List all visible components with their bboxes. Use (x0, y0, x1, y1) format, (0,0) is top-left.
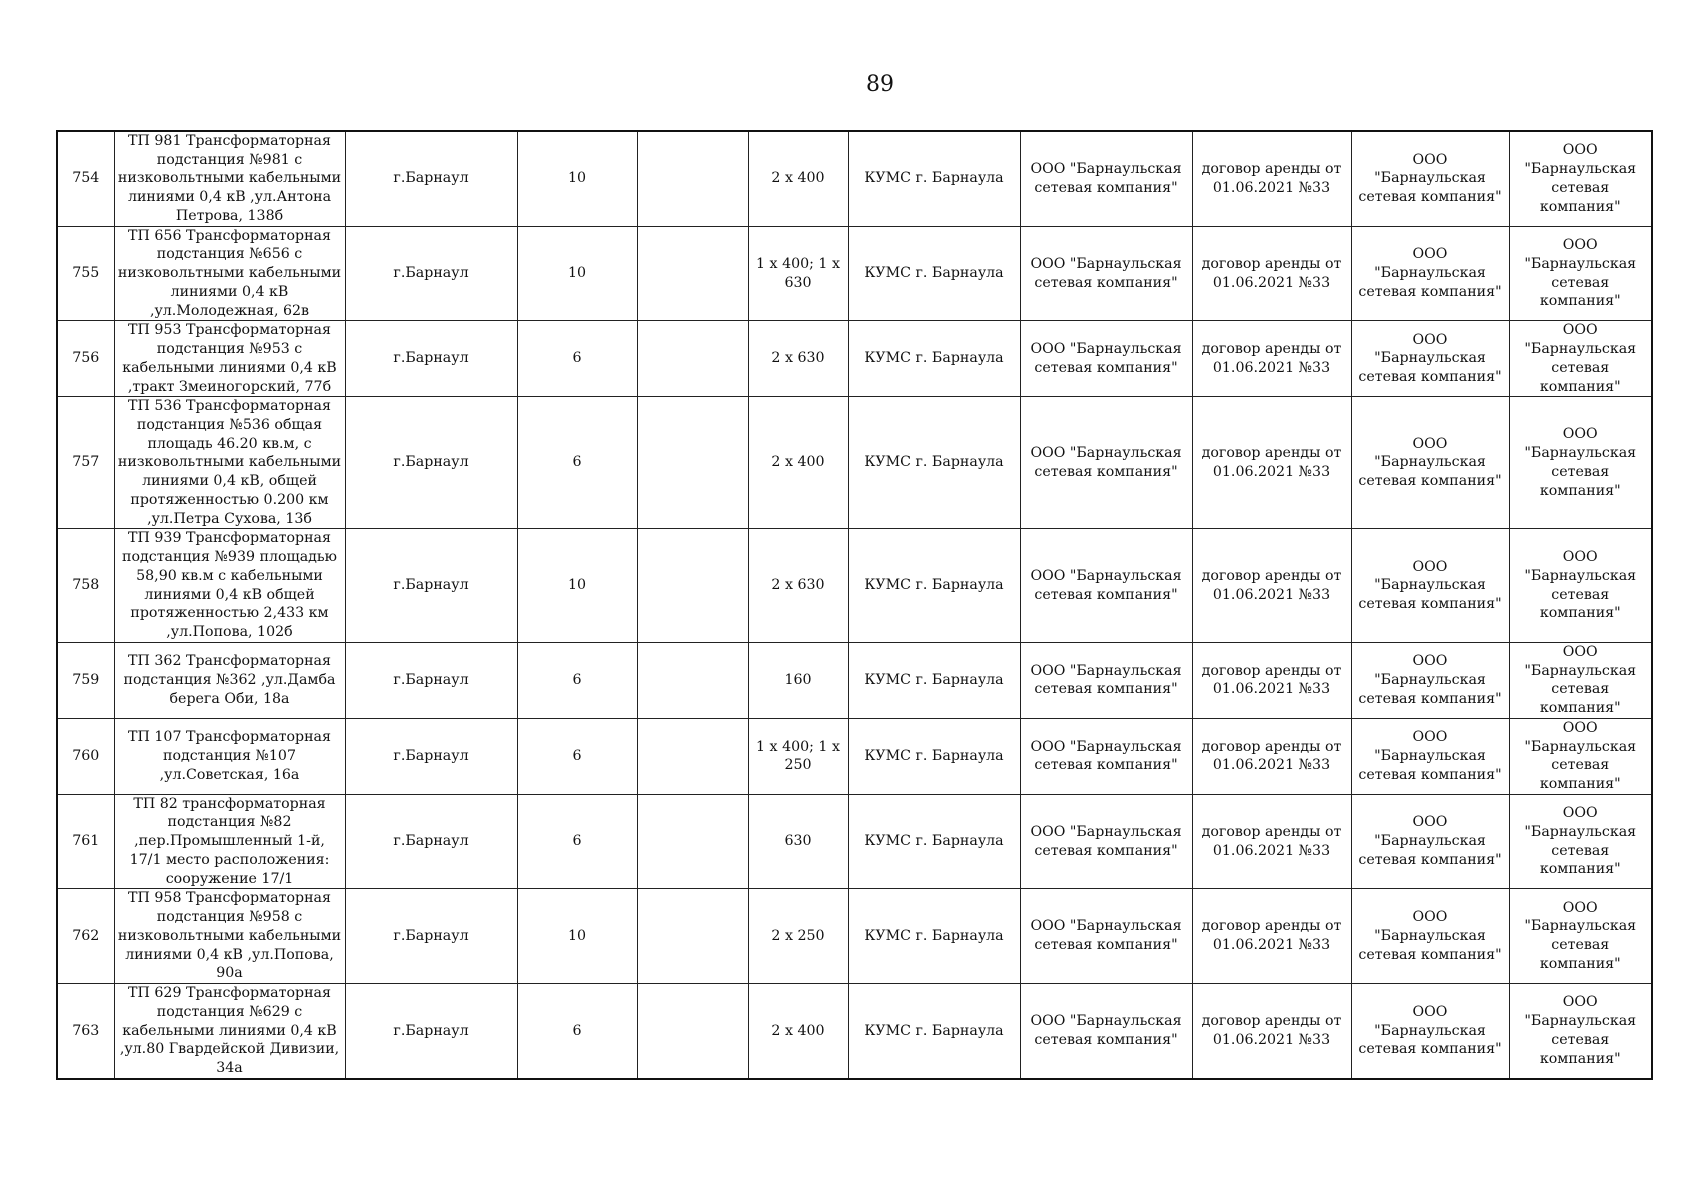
row-number-cell: 760 (57, 718, 114, 794)
city-cell: г.Барнаул (345, 984, 517, 1079)
organization-cell: ООО "Барнаульская сетевая компания" (1509, 321, 1652, 397)
row-number-cell: 761 (57, 794, 114, 889)
power-cell: 1 x 400; 1 x 630 (748, 226, 848, 321)
contract-cell: договор аренды от 01.06.2021 №33 (1192, 397, 1351, 529)
holder-cell: ООО "Барнаульская сетевая компания" (1020, 131, 1192, 226)
operator-cell: ООО "Барнаульская сетевая компания" (1351, 529, 1509, 642)
power-cell: 1 x 400; 1 x 250 (748, 718, 848, 794)
power-cell: 2 x 400 (748, 131, 848, 226)
table-row (57, 718, 1652, 794)
contract-cell: договор аренды от 01.06.2021 №33 (1192, 321, 1351, 397)
organization-cell: ООО "Барнаульская сетевая компания" (1509, 889, 1652, 984)
organization-cell: ООО "Барнаульская сетевая компания" (1509, 529, 1652, 642)
empty-cell (637, 794, 748, 889)
contract-cell: договор аренды от 01.06.2021 №33 (1192, 984, 1351, 1079)
operator-cell: ООО "Барнаульская сетевая компания" (1351, 718, 1509, 794)
holder-cell: ООО "Барнаульская сетевая компания" (1020, 642, 1192, 718)
holder-cell: ООО "Барнаульская сетевая компания" (1020, 397, 1192, 529)
row-number-cell: 763 (57, 984, 114, 1079)
row-number-cell: 757 (57, 397, 114, 529)
operator-cell: ООО "Барнаульская сетевая компания" (1351, 642, 1509, 718)
organization-cell: ООО "Барнаульская сетевая компания" (1509, 397, 1652, 529)
owner-cell: КУМС г. Барнаула (848, 984, 1020, 1079)
row-number-cell: 755 (57, 226, 114, 321)
empty-cell (637, 321, 748, 397)
object-name-cell: ТП 629 Трансформаторная подстанция №629 с кабельными линиями 0,4 кВ ,ул.80 Гвардейской Дивизии, 34а (114, 984, 345, 1079)
holder-cell: ООО "Барнаульская сетевая компания" (1020, 984, 1192, 1079)
owner-cell: КУМС г. Барнаула (848, 321, 1020, 397)
object-name-cell: ТП 536 Трансформаторная подстанция №536 общая площадь 46.20 кв.м, с низковольтными кабельными линиями 0,4 кВ, общей протяженностью 0.200 км ,ул.Петра Сухова, 13б (114, 397, 345, 529)
owner-cell: КУМС г. Барнаула (848, 529, 1020, 642)
voltage-cell: 10 (517, 529, 637, 642)
contract-cell: договор аренды от 01.06.2021 №33 (1192, 642, 1351, 718)
empty-cell (637, 984, 748, 1079)
voltage-cell: 6 (517, 321, 637, 397)
voltage-cell: 10 (517, 226, 637, 321)
city-cell: г.Барнаул (345, 397, 517, 529)
holder-cell: ООО "Барнаульская сетевая компания" (1020, 529, 1192, 642)
organization-cell: ООО "Барнаульская сетевая компания" (1509, 794, 1652, 889)
power-cell: 2 x 250 (748, 889, 848, 984)
voltage-cell: 6 (517, 642, 637, 718)
voltage-cell: 10 (517, 131, 637, 226)
operator-cell: ООО "Барнаульская сетевая компания" (1351, 794, 1509, 889)
holder-cell: ООО "Барнаульская сетевая компания" (1020, 889, 1192, 984)
city-cell: г.Барнаул (345, 131, 517, 226)
page-number: 89 (866, 72, 894, 97)
table-row (57, 984, 1652, 1079)
power-cell: 2 x 400 (748, 984, 848, 1079)
row-number-cell: 758 (57, 529, 114, 642)
owner-cell: КУМС г. Барнаула (848, 397, 1020, 529)
organization-cell: ООО "Барнаульская сетевая компания" (1509, 226, 1652, 321)
voltage-cell: 6 (517, 397, 637, 529)
table-row (57, 889, 1652, 984)
table-row (57, 397, 1652, 529)
row-number-cell: 759 (57, 642, 114, 718)
voltage-cell: 6 (517, 794, 637, 889)
operator-cell: ООО "Барнаульская сетевая компания" (1351, 321, 1509, 397)
empty-cell (637, 889, 748, 984)
empty-cell (637, 131, 748, 226)
row-number-cell: 762 (57, 889, 114, 984)
owner-cell: КУМС г. Барнаула (848, 226, 1020, 321)
empty-cell (637, 642, 748, 718)
object-name-cell: ТП 981 Трансформаторная подстанция №981 с низковольтными кабельными линиями 0,4 кВ ,ул.Антона Петрова, 138б (114, 131, 345, 226)
table-body (57, 131, 1652, 1079)
object-name-cell: ТП 958 Трансформаторная подстанция №958 с низковольтными кабельными линиями 0,4 кВ ,ул.Попова, 90а (114, 889, 345, 984)
owner-cell: КУМС г. Барнаула (848, 794, 1020, 889)
table-row (57, 794, 1652, 889)
object-name-cell: ТП 82 трансформаторная подстанция №82 ,пер.Промышленный 1-й, 17/1 место расположения: сооружение 17/1 (114, 794, 345, 889)
row-number-cell: 754 (57, 131, 114, 226)
holder-cell: ООО "Барнаульская сетевая компания" (1020, 718, 1192, 794)
empty-cell (637, 718, 748, 794)
row-number-cell: 756 (57, 321, 114, 397)
table-row (57, 642, 1652, 718)
city-cell: г.Барнаул (345, 889, 517, 984)
organization-cell: ООО "Барнаульская сетевая компания" (1509, 131, 1652, 226)
operator-cell: ООО "Барнаульская сетевая компания" (1351, 226, 1509, 321)
operator-cell: ООО "Барнаульская сетевая компания" (1351, 889, 1509, 984)
table-row (57, 226, 1652, 321)
registry-table (56, 130, 1653, 1080)
organization-cell: ООО "Барнаульская сетевая компания" (1509, 984, 1652, 1079)
owner-cell: КУМС г. Барнаула (848, 889, 1020, 984)
power-cell: 2 x 630 (748, 321, 848, 397)
table-row (57, 321, 1652, 397)
holder-cell: ООО "Барнаульская сетевая компания" (1020, 321, 1192, 397)
object-name-cell: ТП 939 Трансформаторная подстанция №939 площадью 58,90 кв.м с кабельными линиями 0,4 кВ общей протяженностью 2,433 км ,ул.Попова, 102б (114, 529, 345, 642)
city-cell: г.Барнаул (345, 321, 517, 397)
empty-cell (637, 226, 748, 321)
city-cell: г.Барнаул (345, 794, 517, 889)
voltage-cell: 10 (517, 889, 637, 984)
city-cell: г.Барнаул (345, 642, 517, 718)
organization-cell: ООО "Барнаульская сетевая компания" (1509, 642, 1652, 718)
object-name-cell: ТП 656 Трансформаторная подстанция №656 с низковольтными кабельными линиями 0,4 кВ ,ул.Молодежная, 62в (114, 226, 345, 321)
contract-cell: договор аренды от 01.06.2021 №33 (1192, 718, 1351, 794)
organization-cell: ООО "Барнаульская сетевая компания" (1509, 718, 1652, 794)
operator-cell: ООО "Барнаульская сетевая компания" (1351, 397, 1509, 529)
voltage-cell: 6 (517, 718, 637, 794)
empty-cell (637, 397, 748, 529)
contract-cell: договор аренды от 01.06.2021 №33 (1192, 226, 1351, 321)
owner-cell: КУМС г. Барнаула (848, 642, 1020, 718)
power-cell: 2 x 630 (748, 529, 848, 642)
power-cell: 630 (748, 794, 848, 889)
table-row (57, 131, 1652, 226)
holder-cell: ООО "Барнаульская сетевая компания" (1020, 226, 1192, 321)
owner-cell: КУМС г. Барнаула (848, 718, 1020, 794)
object-name-cell: ТП 107 Трансформаторная подстанция №107 ,ул.Советская, 16а (114, 718, 345, 794)
owner-cell: КУМС г. Барнаула (848, 131, 1020, 226)
contract-cell: договор аренды от 01.06.2021 №33 (1192, 131, 1351, 226)
contract-cell: договор аренды от 01.06.2021 №33 (1192, 529, 1351, 642)
voltage-cell: 6 (517, 984, 637, 1079)
empty-cell (637, 529, 748, 642)
power-cell: 160 (748, 642, 848, 718)
operator-cell: ООО "Барнаульская сетевая компания" (1351, 984, 1509, 1079)
table-row (57, 529, 1652, 642)
holder-cell: ООО "Барнаульская сетевая компания" (1020, 794, 1192, 889)
object-name-cell: ТП 362 Трансформаторная подстанция №362 ,ул.Дамба берега Оби, 18а (114, 642, 345, 718)
city-cell: г.Барнаул (345, 226, 517, 321)
operator-cell: ООО "Барнаульская сетевая компания" (1351, 131, 1509, 226)
power-cell: 2 x 400 (748, 397, 848, 529)
contract-cell: договор аренды от 01.06.2021 №33 (1192, 889, 1351, 984)
object-name-cell: ТП 953 Трансформаторная подстанция №953 с кабельными линиями 0,4 кВ ,тракт Змеиногорский, 77б (114, 321, 345, 397)
city-cell: г.Барнаул (345, 529, 517, 642)
city-cell: г.Барнаул (345, 718, 517, 794)
contract-cell: договор аренды от 01.06.2021 №33 (1192, 794, 1351, 889)
